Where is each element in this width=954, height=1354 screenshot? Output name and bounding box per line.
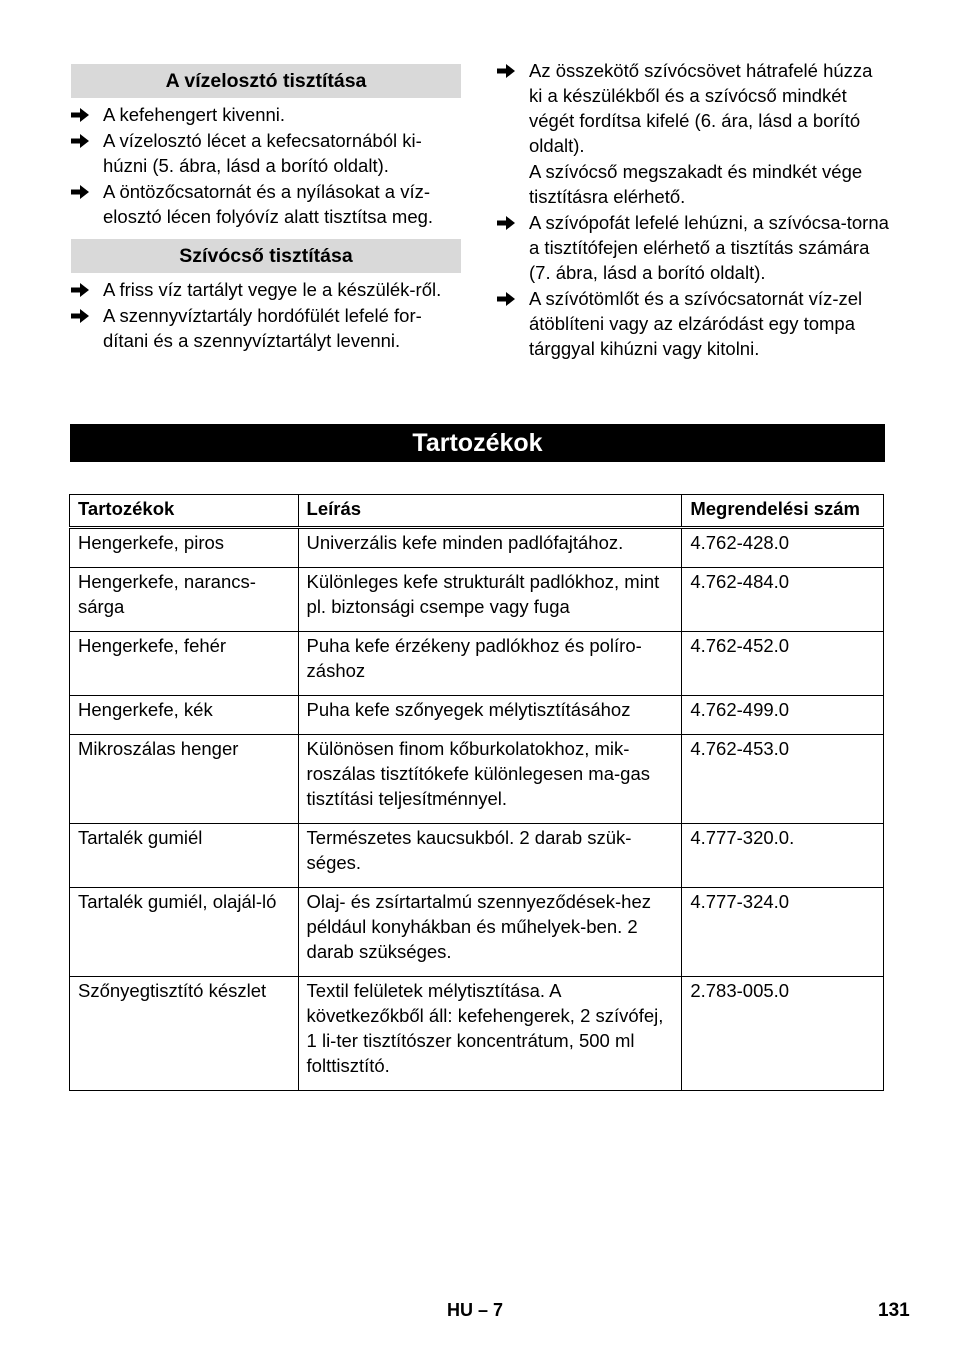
list-item <box>71 179 461 229</box>
cell-description: Természetes kaucsukból. 2 darab szük-séges. <box>298 824 682 888</box>
arrow-right-icon <box>71 308 89 324</box>
cell-accessory: Hengerkefe, fehér <box>70 632 299 696</box>
cell-description: Textil felületek mélytisztítása. A következőkből áll: kefehengerek, 2 szívófej, 1 li-ter tisztítószer koncentrátum, 500 ml folttisztító. <box>298 977 682 1091</box>
list-item <box>497 210 889 285</box>
footer-language-page: HU – 7 <box>447 1300 504 1320</box>
cell-order-number: 4.762-484.0 <box>682 568 884 632</box>
list-item <box>71 102 461 127</box>
arrow-right-icon <box>71 282 89 298</box>
table-row <box>70 632 884 696</box>
cell-order-number: 4.762-428.0 <box>682 528 884 568</box>
cell-description: Univerzális kefe minden padlófajtához. <box>298 528 682 568</box>
arrow-right-icon <box>71 107 89 123</box>
table-row <box>70 528 884 568</box>
cell-description: Különleges kefe strukturált padlókhoz, mint pl. biztonsági csempe vagy fuga <box>298 568 682 632</box>
step-text: A öntözőcsatornát és a nyílásokat a víz-elosztó lécen folyóvíz alatt tisztítsa meg. <box>103 181 434 227</box>
step-text: A kefehengert kivenni. <box>103 104 286 125</box>
column-header-description: Leírás <box>298 495 682 528</box>
steps-list-water-distributor <box>71 102 461 229</box>
arrow-right-icon <box>497 215 515 231</box>
table-header-row <box>70 495 884 528</box>
cell-order-number: 4.762-453.0 <box>682 735 884 824</box>
arrow-right-icon <box>497 63 515 79</box>
accessories-title: Tartozékok <box>70 424 885 462</box>
cell-order-number: 4.762-499.0 <box>682 696 884 735</box>
steps-list-suction-pipe <box>71 277 461 353</box>
section-heading-suction-pipe: Szívócső tisztítása <box>71 239 461 273</box>
left-column <box>71 58 461 354</box>
column-header-order-number: Megrendelési szám <box>682 495 884 528</box>
page-number: 131 <box>878 1300 910 1321</box>
column-header-accessory: Tartozékok <box>70 495 299 528</box>
section-heading-water-distributor: A vízelosztó tisztítása <box>71 64 461 98</box>
step-text: A szívótömlőt és a szívócsatornát víz-zel átöblíteni vagy az elzáródást egy tompa tárggyal kihúzni vagy kitolni. <box>529 288 863 359</box>
cell-order-number: 4.762-452.0 <box>682 632 884 696</box>
right-column <box>497 58 889 362</box>
step-text: Az összekötő szívócsövet hátrafelé húzza ki a készülékből és a szívócső mindkét végét fordítsa kifelé (6. ára, lásd a borító oldalt). <box>529 60 873 156</box>
list-item <box>71 128 461 178</box>
cell-accessory: Tartalék gumiél, olajál-ló <box>70 888 299 977</box>
cell-order-number: 4.777-324.0 <box>682 888 884 977</box>
arrow-right-icon <box>497 291 515 307</box>
table-row <box>70 888 884 977</box>
list-item <box>71 303 461 353</box>
cell-description: Puha kefe szőnyegek mélytisztításához <box>298 696 682 735</box>
cell-order-number: 4.777-320.0. <box>682 824 884 888</box>
step-text: A szívópofát lefelé lehúzni, a szívócsa-torna a tisztítófejen elérhető a tisztítás számára (7. ábra, lásd a borító oldalt). <box>529 212 889 283</box>
cell-accessory: Hengerkefe, narancs-sárga <box>70 568 299 632</box>
cell-description: Különösen finom kőburkolatokhoz, mik-roszálas tisztítókefe különlegesen ma-gas tisztítási teljesítménnyel. <box>298 735 682 824</box>
cell-accessory: Szőnyegtisztító készlet <box>70 977 299 1091</box>
accessories-table <box>69 494 884 1091</box>
list-item <box>497 286 889 361</box>
cell-description: Olaj- és zsírtartalmú szennyeződések-hez például konyhákban és műhelyek-ben. 2 darab szükséges. <box>298 888 682 977</box>
table-row <box>70 977 884 1091</box>
cell-accessory: Mikroszálas henger <box>70 735 299 824</box>
table-row <box>70 696 884 735</box>
cell-accessory: Hengerkefe, piros <box>70 528 299 568</box>
cell-order-number: 2.783-005.0 <box>682 977 884 1091</box>
steps-list-right <box>497 58 889 361</box>
list-item <box>71 277 461 302</box>
step-text: A vízelosztó lécet a kefecsatornából ki-húzni (5. ábra, lásd a borító oldalt). <box>103 130 422 176</box>
step-note: A szívócső megszakadt és mindkét vége tisztításra elérhető. <box>529 161 863 207</box>
arrow-right-icon <box>71 184 89 200</box>
table-row <box>70 735 884 824</box>
step-text: A szennyvíztartály hordófülét lefelé for-dítani és a szennyvíztartályt levenni. <box>103 305 422 351</box>
cell-description: Puha kefe érzékeny padlókhoz és políro-záshoz <box>298 632 682 696</box>
step-text: A friss víz tartályt vegye le a készülék-ről. <box>103 279 442 300</box>
arrow-right-icon <box>71 133 89 149</box>
cell-accessory: Hengerkefe, kék <box>70 696 299 735</box>
list-item <box>497 58 889 209</box>
cell-accessory: Tartalék gumiél <box>70 824 299 888</box>
table-row <box>70 824 884 888</box>
table-row <box>70 568 884 632</box>
